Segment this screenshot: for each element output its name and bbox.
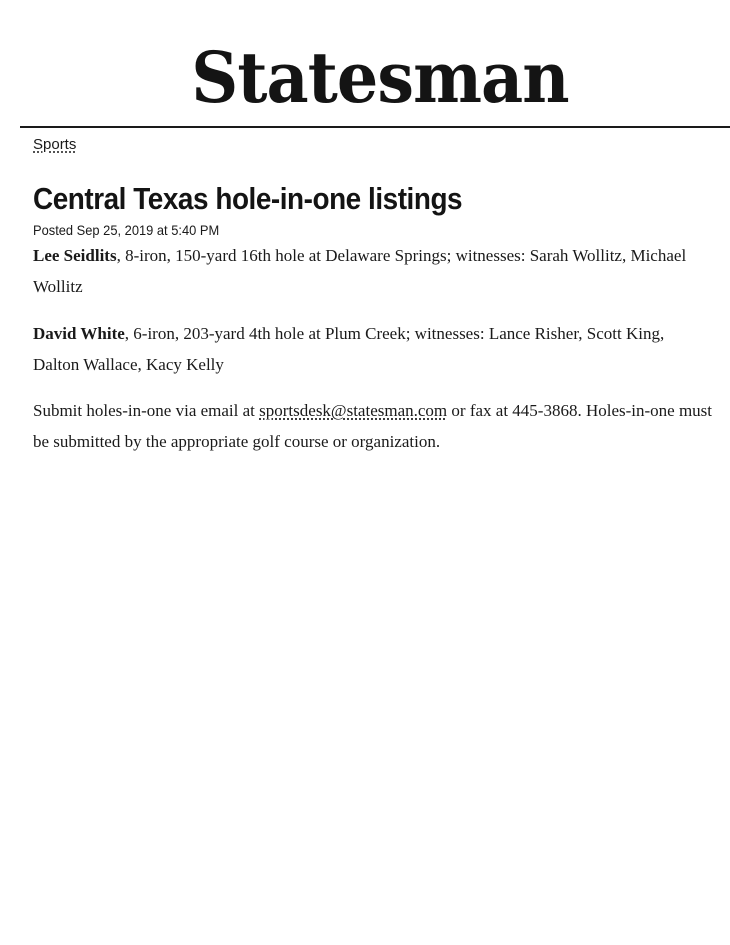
submission-text-before: Submit holes-in-one via email at xyxy=(33,401,260,420)
entry-details: , 8-iron, 150-yard 16th hole at Delaware Springs; witnesses: Sarah Wollitz, Michael Wollitz xyxy=(33,246,687,296)
entry-details: , 6-iron, 203-yard 4th hole at Plum Creek; witnesses: Lance Risher, Scott King, Dalton Wallace, Kacy Kelly xyxy=(33,324,665,374)
submission-note xyxy=(33,395,713,457)
submission-text-after: or fax at 445-3868. Holes-in-one must be submitted by the appropriate golf course or organization. xyxy=(33,401,713,451)
section-link-sports[interactable]: Sports xyxy=(33,136,77,153)
golfer-name: David White xyxy=(33,324,125,343)
hole-in-one-entry xyxy=(33,240,713,302)
article-byline: Posted Sep 25, 2019 at 5:40 PM xyxy=(33,222,220,238)
article-headline: Central Texas hole-in-one listings xyxy=(33,181,463,216)
golfer-name: Lee Seidlits xyxy=(33,246,117,265)
masthead-logo: Statesman xyxy=(191,36,569,119)
hole-in-one-entry xyxy=(33,318,713,380)
masthead-divider xyxy=(20,126,730,128)
email-link[interactable]: sportsdesk@statesman.com xyxy=(259,401,448,420)
